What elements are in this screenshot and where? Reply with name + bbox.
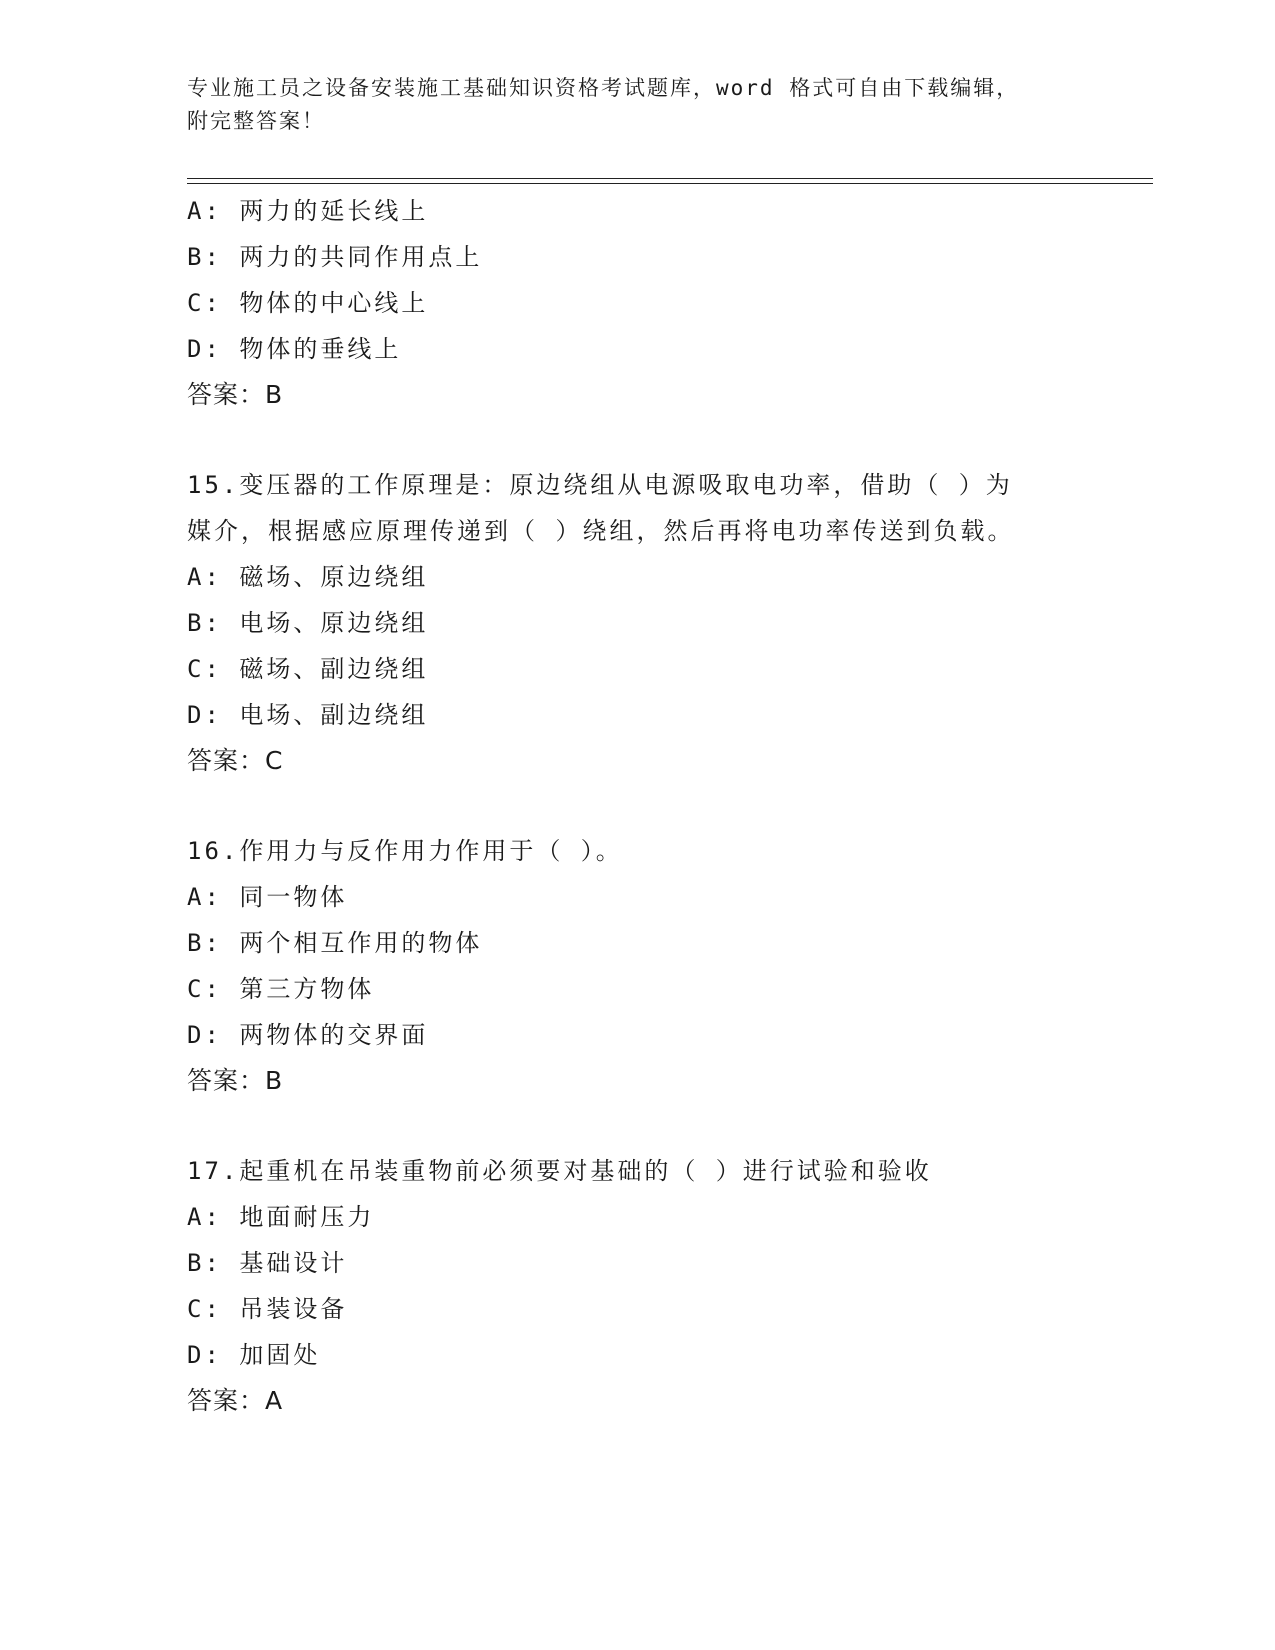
- header-line-1: 专业施工员之设备安装施工基础知识资格考试题库，word 格式可自由下载编辑，: [187, 76, 1020, 100]
- option-a: A: 磁场、原边绕组: [187, 563, 429, 591]
- question-stem: 17.起重机在吊装重物前必须要对基础的（ ）进行试验和验收: [187, 1157, 932, 1185]
- option-d: D: 加固处: [187, 1341, 321, 1369]
- header-divider-bottom: [187, 183, 1153, 184]
- option-d: D: 电场、副边绕组: [187, 701, 429, 729]
- question-15: [187, 462, 1147, 784]
- spacer: [187, 1104, 1147, 1148]
- question-stem-continued: 媒介，根据感应原理传递到（ ）绕组，然后再将电功率传送到负载。: [187, 517, 1015, 545]
- answer: 答案：C: [187, 746, 284, 775]
- option-a: A: 两力的延长线上: [187, 197, 429, 225]
- answer: 答案：B: [187, 1066, 284, 1095]
- question-14: [187, 188, 1147, 418]
- spacer: [187, 784, 1147, 828]
- header-divider-top: [187, 178, 1153, 179]
- option-b: B: 两个相互作用的物体: [187, 929, 483, 957]
- option-b: B: 基础设计: [187, 1249, 348, 1277]
- question-stem: 16.作用力与反作用力作用于（ ）。: [187, 837, 623, 865]
- question-stem: 15.变压器的工作原理是：原边绕组从电源吸取电功率，借助（ ）为: [187, 471, 1013, 499]
- spacer: [187, 418, 1147, 462]
- option-c: C: 物体的中心线上: [187, 289, 429, 317]
- option-c: C: 吊装设备: [187, 1295, 348, 1323]
- option-c: C: 磁场、副边绕组: [187, 655, 429, 683]
- document-header: [187, 72, 1087, 138]
- option-c: C: 第三方物体: [187, 975, 375, 1003]
- answer: 答案：A: [187, 1386, 284, 1415]
- option-b: B: 电场、原边绕组: [187, 609, 429, 637]
- option-d: D: 物体的垂线上: [187, 335, 402, 363]
- question-list: [187, 188, 1147, 1424]
- answer: 答案：B: [187, 380, 284, 409]
- header-line-2: 附完整答案！: [187, 109, 325, 133]
- option-a: A: 同一物体: [187, 883, 348, 911]
- option-b: B: 两力的共同作用点上: [187, 243, 483, 271]
- question-17: [187, 1148, 1147, 1424]
- option-a: A: 地面耐压力: [187, 1203, 375, 1231]
- option-d: D: 两物体的交界面: [187, 1021, 429, 1049]
- question-16: [187, 828, 1147, 1104]
